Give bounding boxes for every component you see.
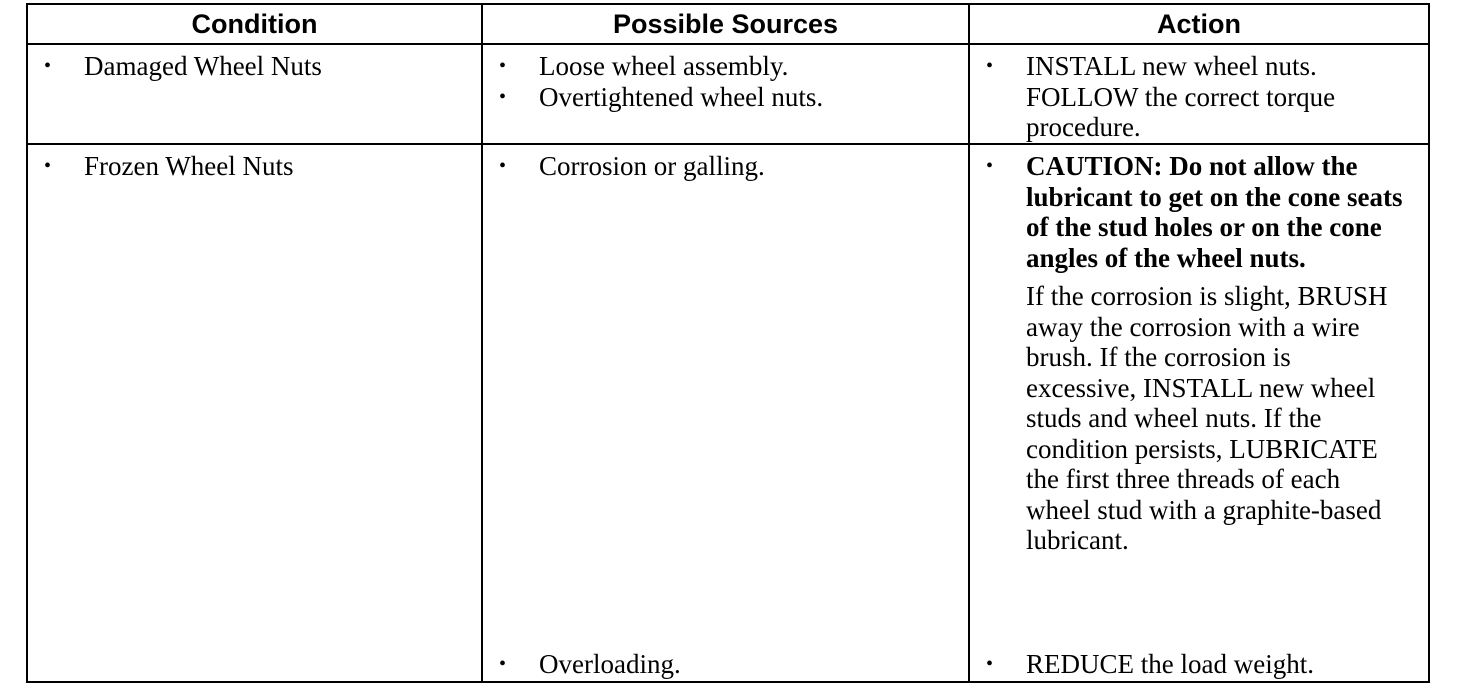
condition-text: Damaged Wheel Nuts [84,51,322,81]
action-cell [969,144,1429,682]
header-condition: Condition [27,4,482,44]
source-text: Overtightened wheel nuts. [539,81,824,112]
bullet-icon: • [44,155,52,177]
source-text: Overloading. [539,648,681,679]
bullet-icon: • [499,55,507,77]
sources-cell [482,144,969,682]
list-item [28,151,481,182]
source-text: Loose wheel assembly. [539,51,789,81]
header-possible-sources: Possible Sources [482,4,969,44]
bullet-icon: • [44,55,52,77]
header-action: Action [969,4,1429,44]
list-item [970,51,1428,143]
list-item [970,151,1428,556]
header-row [27,4,1429,44]
bullet-icon: • [986,652,994,675]
list-item [28,51,481,82]
bullet-icon: • [986,55,994,77]
list-item [483,649,968,680]
condition-text: Frozen Wheel Nuts [84,151,294,181]
action-cell [969,44,1429,144]
sources-cell [482,44,969,144]
condition-cell [27,44,482,144]
list-item [483,82,968,113]
list-item [483,51,968,82]
bullet-icon: • [986,155,994,177]
condition-cell [27,144,482,682]
action-text: INSTALL new wheel nuts. FOLLOW the correct torque procedure. [1026,51,1336,142]
list-item [970,649,1428,680]
bullet-icon: • [499,155,507,177]
caution-text: CAUTION: Do not allow the lubricant to get on the cone seats of the stud holes or on the cone angles of the wheel nuts. [1026,151,1403,273]
list-item [483,151,968,182]
bullet-icon: • [499,652,507,675]
source-text: Corrosion or galling. [539,151,765,181]
action-paragraph: If the corrosion is slight, BRUSH away the corrosion with a wire brush. If the corrosion is excessive, INSTALL new wheel studs and wheel nuts. If the condition persists, LUBRICATE the first three threads of each wheel stud with a graphite-based lubricant. [1026,281,1388,555]
diagnosis-table [26,3,1430,683]
table-row [27,44,1429,144]
action-text: REDUCE the load weight. [1026,648,1314,679]
bullet-icon: • [499,85,507,108]
table-row [27,144,1429,682]
